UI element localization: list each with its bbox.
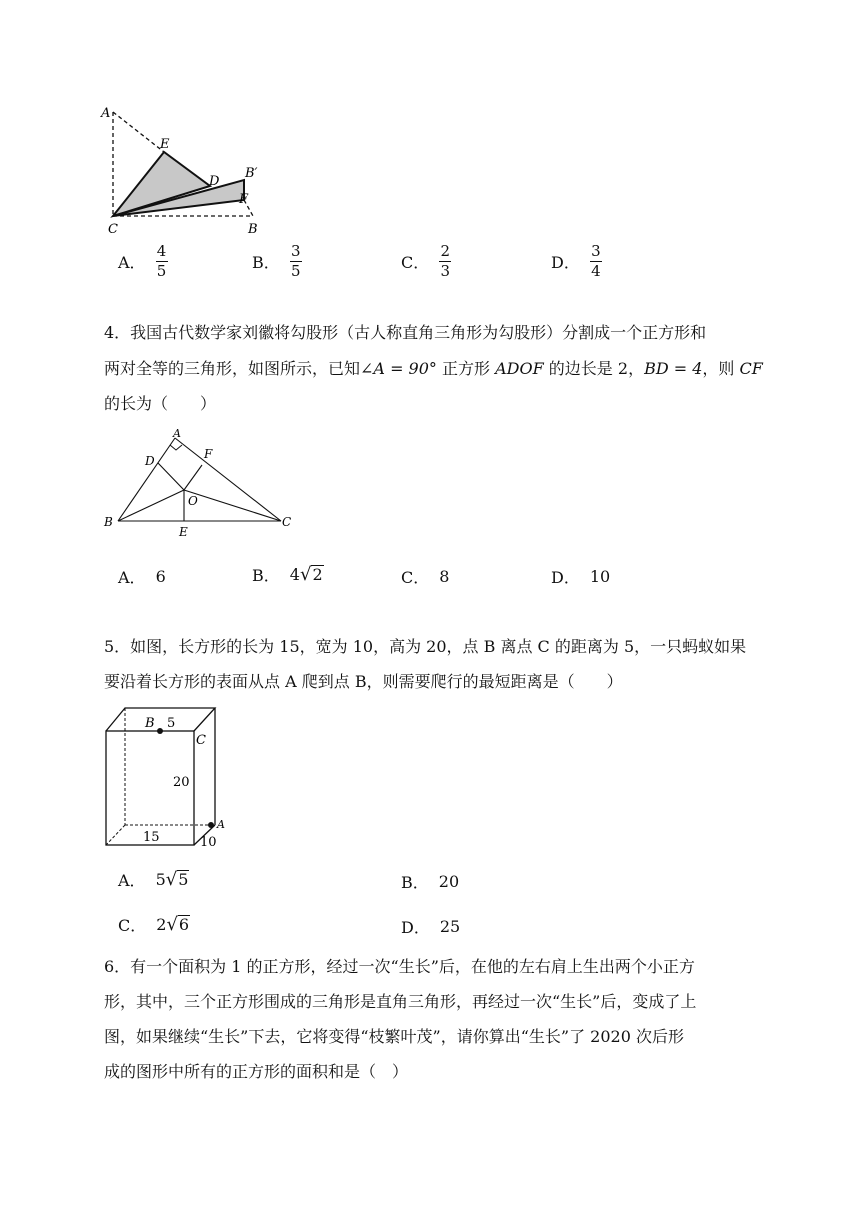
coefficient: 2 — [156, 914, 167, 934]
option-letter: D． — [551, 253, 580, 272]
sqrt-expr: 2 √ 6 — [156, 913, 190, 935]
q5-line-2: 要沿着长方形的表面从点 A 爬到点 B，则需要爬行的最短距离是（ ） — [104, 672, 623, 691]
label-A: A — [217, 818, 225, 831]
q4-option-d[interactable] — [551, 565, 610, 588]
text: 两对全等的三角形，如图所示，已知 — [104, 359, 361, 378]
label-C: C — [108, 222, 118, 237]
q3-option-b[interactable] — [252, 242, 302, 281]
q3-figure — [98, 100, 268, 238]
numerator: 3 — [290, 242, 301, 260]
sqrt-expr: 4 √ 2 — [289, 563, 323, 585]
label-D: D — [145, 454, 155, 468]
label-10: 10 — [200, 835, 217, 850]
q6-line-2: 形，其中，三个正方形围成的三角形是直角三角形，再经过一次“生长”后，变成了上 — [104, 992, 697, 1011]
label-O: O — [188, 494, 198, 508]
label-F: F — [204, 447, 213, 461]
text: 的边长是 2， — [543, 359, 645, 378]
q6-line-3: 图，如果继续“生长”下去，它将变得“枝繁叶茂”，请你算出“生长”了 2020 次后形 — [104, 1027, 684, 1046]
denominator: 3 — [440, 262, 451, 280]
bd-expr: BD = 4 — [644, 359, 703, 378]
label-C: C — [196, 733, 206, 748]
label-E: E — [160, 137, 170, 152]
label-B: B — [104, 515, 113, 529]
cf-expr: CF — [739, 359, 763, 378]
option-value: 25 — [439, 917, 461, 936]
option-value: 20 — [438, 872, 460, 891]
text: ，则 — [702, 359, 740, 378]
numerator: 3 — [591, 242, 601, 260]
label-A: A — [173, 427, 181, 440]
coefficient: 5 — [155, 869, 166, 889]
option-letter: A． — [118, 871, 146, 890]
option-value: 6 — [155, 567, 166, 586]
q5-option-c[interactable] — [118, 913, 190, 936]
q5-option-d[interactable] — [401, 915, 460, 938]
label-15: 15 — [143, 830, 160, 845]
label-C: C — [282, 515, 292, 529]
fraction — [156, 242, 168, 281]
sqrt-expr: 5 √ 5 — [155, 868, 189, 890]
coefficient: 4 — [289, 564, 300, 584]
fraction — [290, 242, 302, 281]
q4-line-1: 4．我国古代数学家刘徽将勾股形（古人称直角三角形为勾股形）分割成一个正方形和 — [104, 323, 707, 342]
label-B: B — [248, 222, 258, 237]
numerator: 4 — [156, 242, 167, 260]
q3-option-d[interactable] — [551, 242, 602, 281]
option-value: 8 — [439, 567, 450, 586]
q6-line-4: 成的图形中所有的正方形的面积和是（ ） — [104, 1062, 409, 1081]
label-F: F — [239, 192, 249, 207]
option-letter: C． — [118, 916, 147, 935]
denominator: 4 — [591, 262, 601, 280]
q4-line-3: 的长为（ ） — [104, 394, 217, 413]
option-letter: B． — [401, 873, 429, 892]
label-B-prime: B′ — [245, 166, 258, 181]
option-letter: B． — [252, 253, 280, 272]
denominator: 5 — [290, 262, 301, 280]
q4-figure — [100, 426, 300, 542]
option-letter: A． — [118, 253, 146, 272]
square-name: ADOF — [495, 359, 544, 378]
q5-figure — [100, 704, 230, 854]
label-D: D — [209, 174, 220, 189]
q4-line-2 — [104, 351, 763, 387]
text: 正方形 — [436, 359, 496, 378]
option-letter: D． — [401, 918, 430, 937]
option-letter: C． — [401, 253, 430, 272]
option-letter: A． — [118, 568, 146, 587]
q4-option-c[interactable] — [401, 565, 449, 588]
radicand: 6 — [178, 914, 190, 934]
q6-line-1: 6．有一个面积为 1 的正方形，经过一次“生长”后，在他的左右肩上生出两个小正方 — [104, 957, 695, 976]
fraction — [439, 242, 451, 281]
label-E: E — [179, 525, 188, 539]
radicand: 5 — [178, 869, 189, 889]
q5-line-1: 5．如图，长方形的长为 15，宽为 10，高为 20，点 B 离点 C 的距离为 5，一只蚂蚁如果 — [104, 637, 747, 656]
denominator: 5 — [156, 262, 167, 280]
q5-option-b[interactable] — [401, 870, 459, 893]
fraction — [590, 242, 602, 281]
q4-option-b[interactable] — [252, 563, 324, 586]
label-A: A — [101, 106, 111, 121]
option-letter: B． — [252, 566, 280, 585]
numerator: 2 — [440, 242, 451, 260]
q5-option-a[interactable] — [118, 868, 189, 891]
option-value: 10 — [589, 567, 611, 586]
radicand: 2 — [312, 564, 323, 584]
option-letter: D． — [551, 568, 580, 587]
angle-expr: ∠A = 90° — [360, 359, 437, 378]
label-5: 5 — [167, 716, 176, 731]
q3-option-c[interactable] — [401, 242, 451, 281]
label-20: 20 — [173, 775, 190, 790]
q4-option-a[interactable] — [118, 565, 166, 588]
label-B: B — [145, 716, 155, 731]
option-letter: C． — [401, 568, 430, 587]
q3-option-a[interactable] — [118, 242, 168, 281]
